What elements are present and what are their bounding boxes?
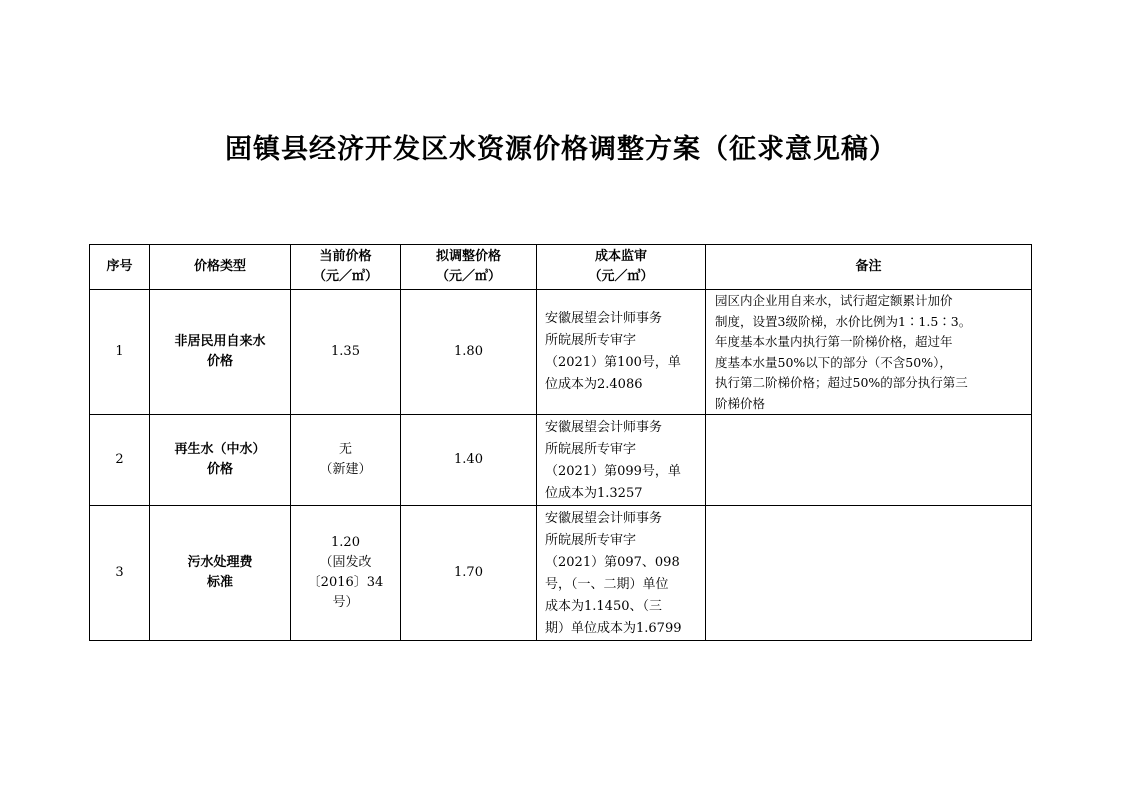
header-note: 备注 <box>706 245 1032 290</box>
row-seq: 2 <box>90 415 150 506</box>
row-price-type: 污水处理费 标准 <box>150 506 291 641</box>
row-price-type: 非居民用自来水 价格 <box>150 290 291 415</box>
row-current-price: 1.35 <box>291 290 401 415</box>
table-row <box>90 290 1032 415</box>
document-title: 固镇县经济开发区水资源价格调整方案（征求意见稿） <box>225 134 897 165</box>
header-type: 价格类型 <box>150 245 291 290</box>
table-row <box>90 506 1032 641</box>
header-seq: 序号 <box>90 245 150 290</box>
row-proposed-price: 1.70 <box>401 506 537 641</box>
header-cost-audit: 成本监审 （元／㎥） <box>537 245 706 290</box>
price-adjustment-table <box>89 244 1032 641</box>
row-price-type: 再生水（中水） 价格 <box>150 415 291 506</box>
table-header-row <box>90 245 1032 290</box>
row-seq: 1 <box>90 290 150 415</box>
header-current-price: 当前价格 （元／㎥） <box>291 245 401 290</box>
row-cost-audit: 安徽展望会计师事务 所皖展所专审字 （2021）第097、098 号，（一、二期）单位 成本为1.1450、（三 期）单位成本为1.6799 <box>537 506 706 641</box>
header-proposed-price: 拟调整价格 （元／㎥） <box>401 245 537 290</box>
row-cost-audit: 安徽展望会计师事务 所皖展所专审字 （2021）第099号，单 位成本为1.3257 <box>537 415 706 506</box>
row-current-price: 1.20 （固发改 〔2016〕34 号） <box>291 506 401 641</box>
row-seq: 3 <box>90 506 150 641</box>
row-proposed-price: 1.40 <box>401 415 537 506</box>
row-proposed-price: 1.80 <box>401 290 537 415</box>
row-current-price: 无 （新建） <box>291 415 401 506</box>
row-note <box>706 506 1032 641</box>
row-cost-audit: 安徽展望会计师事务 所皖展所专审字 （2021）第100号，单 位成本为2.4086 <box>537 290 706 415</box>
row-note: 园区内企业用自来水，试行超定额累计加价 制度，设置3级阶梯，水价比例为1∶1.5∶3。 年度基本水量内执行第一阶梯价格，超过年 度基本水量50%以下的部分（不含50%）， 执行第二阶梯价格；超过50%的部分执行第三 阶梯价格 <box>706 290 1032 415</box>
row-note <box>706 415 1032 506</box>
table-row <box>90 415 1032 506</box>
